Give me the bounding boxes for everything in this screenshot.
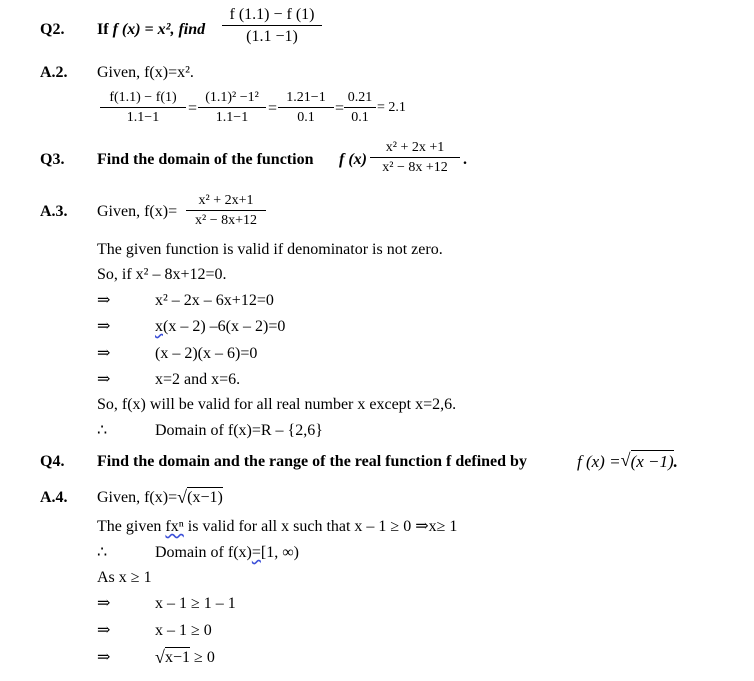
q2-frac-num: f (1.1) − f (1) xyxy=(229,6,315,23)
a3-arrow-3: ⇒ xyxy=(97,345,111,362)
a4-arrow-3: ⇒ xyxy=(97,649,111,666)
a4-step2: x – 1 ≥ 0 xyxy=(155,622,212,639)
a2-eq-1: = xyxy=(188,100,198,117)
a3-line3: So, f(x) will be valid for all real number x except x=2,6. xyxy=(97,396,457,413)
q2-frac-den: (1.1 −1) xyxy=(246,28,298,45)
a3-arrow-2: ⇒ xyxy=(97,318,111,335)
a4-given: Given, f(x)= √ (x−1) xyxy=(97,487,223,507)
a3-step1: x² – 2x – 6x+12=0 xyxy=(155,292,274,309)
a3-step4: x=2 and x=6. xyxy=(155,371,241,388)
a4-arrow-1: ⇒ xyxy=(97,595,111,612)
q3-text: Find the domain of the function xyxy=(97,151,314,168)
a3-therefore: ∴ xyxy=(97,422,108,439)
a4-line1: The given fxⁿ is valid for all x such that x – 1 ≥ 0 ⇒x≥ 1 xyxy=(97,518,458,535)
a3-line1: The given function is valid if denominator is not zero. xyxy=(97,241,443,258)
q2-fraction xyxy=(222,7,322,45)
q4-sqrt: √ (x −1) xyxy=(620,450,674,471)
q2-fx: f (x) = x², find xyxy=(112,21,206,38)
a4-step3: √ x−1 ≥ 0 xyxy=(155,647,215,667)
a3-line2: So, if x² – 8x+12=0. xyxy=(97,266,227,283)
q3-label: Q3. xyxy=(40,151,65,168)
a4-step1: x – 1 ≥ 1 – 1 xyxy=(155,595,236,612)
a2-result: = 2.1 xyxy=(377,100,406,115)
a4-arrow-2: ⇒ xyxy=(97,622,111,639)
a4-sqrt: √ (x−1) xyxy=(177,487,223,507)
a2-eq-3: = xyxy=(335,100,345,117)
q2-label: Q2. xyxy=(40,21,65,38)
q4-label: Q4. xyxy=(40,453,65,470)
a3-arrow-1: ⇒ xyxy=(97,292,111,309)
q4-text: Find the domain and the range of the real function f defined by xyxy=(97,453,527,470)
a2-eq-2: = xyxy=(268,100,278,117)
a3-step3: (x – 2)(x – 6)=0 xyxy=(155,345,258,362)
q3-fraction: x² + 2x +1 x² − 8x +12 xyxy=(370,141,460,175)
a2-given: Given, f(x)=x². xyxy=(97,64,194,81)
a3-given: Given, f(x)= xyxy=(97,203,178,220)
a3-step2: x(x – 2) –6(x – 2)=0 xyxy=(155,318,286,335)
a4-domain: Domain of f(x)=[1, ∞) xyxy=(155,544,299,561)
a4-line2: As x ≥ 1 xyxy=(97,569,152,586)
a3-label: A.3. xyxy=(40,203,68,220)
q4-fx: f (x) = √ (x −1). xyxy=(577,450,678,471)
a4-therefore: ∴ xyxy=(97,544,108,561)
q3-fx: f (x) xyxy=(339,151,367,168)
a4-step3-sqrt: √ x−1 xyxy=(155,647,191,667)
a3-fraction: x² + 2x+1 x² − 8x+12 xyxy=(186,194,266,228)
a3-domain: Domain of f(x)=R – {2,6} xyxy=(155,422,323,439)
a2-label: A.2. xyxy=(40,64,68,81)
q2-statement xyxy=(97,22,205,38)
a2-frac-4: 0.21 0.1 xyxy=(344,91,376,125)
q3-end: . xyxy=(463,151,467,168)
a2-frac-3: 1.21−1 0.1 xyxy=(278,91,334,125)
a2-frac-1: f(1.1) − f(1) 1.1−1 xyxy=(100,91,186,125)
a4-label: A.4. xyxy=(40,489,68,506)
a2-frac-2: (1.1)² −1² 1.1−1 xyxy=(198,91,266,125)
a3-arrow-4: ⇒ xyxy=(97,371,111,388)
q2-prefix: If xyxy=(97,21,113,38)
